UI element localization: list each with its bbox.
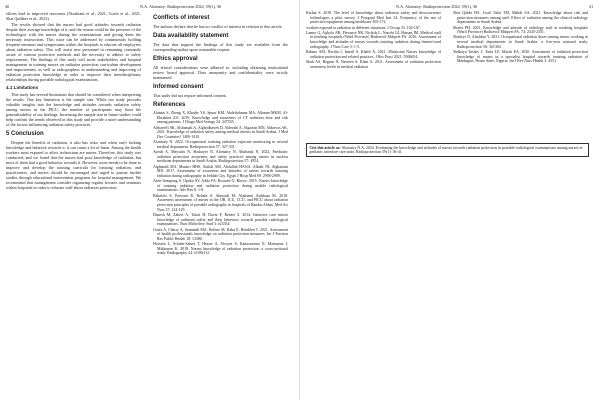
reference-item: Yudhaya Tashey J, Tarfa LF, Marah EA. 2020. Assessment of radiation protection knowledge of nurses in a specialist hospital towards ionizing radiation of Maiduguri, Borno State, Nigeria. Int J Rev Nurs Health 3: 4551. [453, 50, 588, 64]
reference-item: Shafer PH. 2021. Knowledge and attitude of radiology staff in teaching hospitals (Ward Province) Radioecol Mdqwei FA. 74: 2345-2351. [453, 25, 588, 35]
citation-box [306, 143, 589, 157]
conflicts-paragraph: The authors declare that he has no conflict of interest in relation to this article. [153, 24, 283, 29]
right-page-column-2 [453, 11, 588, 65]
left-page-column-1 [6, 11, 141, 191]
reference-item: Gosfa A, Cherry A, Stamatah MA, Kefene M, Kabu E, Befaklen T. 2021. Assessment of health professionals knowledge on radiation protection measures. Int J Environ Res Public Health 18: 13380. [153, 227, 288, 241]
informed-consent-paragraph: This study did not require informed consent. [153, 93, 227, 98]
reference-item: Alomairy N. 2022. Occupational ionizing radiation exposure monitoring in several medical department. Radioprotection 57: 327-331. [153, 140, 288, 149]
right-running-title: N.A. Alomairy: Radioprotection 2024, 59(1), 36 [396, 4, 478, 9]
reference-item: Alshareffi SK, Alshamali A, Alghodhayeb D, Alderahi A, Algarfan MN, Aldarwis AK. 2021. Knowledge of radiation safety among medical interns in Saudi Arabia. J Med Dev Countries? 1400-1410. [153, 125, 288, 139]
conflicts-heading: Conflicts of interest [153, 15, 210, 21]
reference-item: Ayoub A, Maysalis N, Shuhayer N, Alomairy N, Abubasik N. 2022. Paediatric radiation protection awareness and safety practices among nurses in nuclear medicine departments in Saudi Arabia. Radioprotection 57: 4954. [153, 150, 288, 164]
reference-item: Karkat S. 2018. The level of knowledge about radiation safety and theoccurrence technologies a pilot survey. J Postgrad Med Inst 32: Frequency of the use of protective equipment among healthcare 105-172. [306, 11, 441, 25]
reference-item: Rahma AM, Nordin I, Ismail S, Khalil A. 2021. Malaysian Nurses knowledge of radiation protection and related practices. J Res Pract 2021: 5566654. [306, 50, 441, 59]
data-availability-paragraph: The data that support the findings of this study are available from the corresponding author upon reasonable request. [153, 42, 288, 52]
right-page-number: 41 [589, 4, 594, 9]
reference-item: Alanazi S, Zheng X, Khader YS, Spuur KM, Abdelrahman MA, Albaum MKM, Al-Ebrahimi ZA. 2019. Knowledge and awareness of CT radiation dose and risk among patients. J Diagn Med Sonogr 34: 347355. [153, 111, 288, 125]
ethics-paragraph: All ethical considerations were adhered to, including obtaining institutional review board approval. Data anonymity and confidentiality were strictly maintained. [153, 65, 288, 80]
reference-item: Hossein L, Schabe-Saben T, Hesser A, Alsoyer S, Kamirazema N, Mamayun J, Mikkonen K. 2018. Nurses knowledge of radiation protection: a cross-sectional study. Radiography 24: e108e112. [153, 242, 288, 256]
discussion-paragraph-1: efforts lead to improved outcomes (Alzahrani et al., 2021; Gosfa et al., 2021; Shai Quthber et al., 2022). [6, 11, 141, 21]
reference-list [306, 11, 441, 69]
references-heading: References [153, 102, 186, 108]
reference-item: Azeir-Sampong S, Opoku SY, Addo PA, Bosiaed O, Botwe. 2015. Nurses knowledge of ionizing radiation and radiation protection during mobile radiological examinations. Adv Res 6: 1-8. [153, 179, 288, 193]
left-page-number: 40 [5, 4, 10, 9]
reference-item: Babalola S, Parwani R, Rehabi S, Almoadi M, Alqhamri Asikkam M. 2018. Awareness assessment of nurses in the OR, ICU, CCU, and PICU about radiation protection principles of portable radiography in hospitals of Bandar Abbas. Med Sci Nurs 37: 124-129. [153, 193, 288, 212]
left-page [0, 0, 299, 400]
ethics-heading: Ethics approval [153, 56, 198, 62]
reference-item: Shuheyr N, Alashbar Y. 2021. Occupational radiation doses among nurses working in several medical departments in Saudi Arabia: a five-year national study. Radioprotection 56: 301304. [453, 35, 588, 49]
left-page-column-2 [153, 11, 288, 257]
limitations-paragraph: This study has several limitations that should be considered when interpreting the results. One key limitation is the sample size. While our study provides valuable insights into the knowledge and attitudes towards radiation safety among nurses in the PICU, the number of participants may limit the generalizability of our findings. Increasing the sample size in future studies could help confirm the trends observed in this study and provide a more understanding of the factors influencing radiation safety practices. [6, 92, 141, 127]
right-page [300, 0, 599, 400]
reference-list [153, 111, 288, 256]
right-page-column-1 [306, 11, 441, 70]
left-running-title: N.A. Alomairy: Radioprotection 2024, 59(1), 36 [140, 4, 222, 9]
citation-text: Alomairy N.A. 2024. Evaluating the knowledge and attitudes of nurses towards radiation protection in portable radiological examinations among nurses in pediatric intensive care units. Radioprotection 59(1): 36-41 [309, 145, 583, 155]
reference-list [453, 11, 588, 64]
discussion-paragraph-2: The results showed that the nurses had good attitudes towards radiation despite their average knowledge of it, and the reason could be the presence of the technologist with the nurses during the examinations and giving them the necessary instructions. This issue can be addressed by continuously holding frequent seminars and symposiums within the hospitals to educate all employees about radiation safety. This will assist new personnel in remaining constantly aware of various protective methods and the necessity to adhere to safety requirements. The findings of this study will assist stakeholders and hospital management in training nurses on radiation protection curriculum development and improvement, as well as radiographers in understanding and improving of radiation protection knowledge in order to improve their interdisciplinary relationships during portable radiological examinations. [6, 22, 141, 82]
reference-item: Shah AS, Begum N, Nasreen S, Khan A. 2011. Assessment of radiation protection awareness levels in medical radiation [306, 59, 441, 69]
informed-consent-heading: Informed consent [153, 84, 204, 90]
reference-item: workers exposed to radiation in different situations. J Occup 33: 102-107. [306, 25, 421, 30]
conclusion-heading: 5 Conclusion [6, 131, 44, 137]
reference-item: Danesh M, Zaheri A, Tafari H, Daviz F, Rezaei S. 2014. Intensive care nurses knowledge of radiation safety and their behaviors towards portable radiological examinations. Nurs Midwifery Stud 3: e23354. [153, 212, 288, 227]
data-availability-heading: Data availability statement [153, 33, 229, 39]
reference-item: Shai Qubbi HA, Jwad Tahir TM, Mahdi SA. 2021. Knowledge about risk and protection measures among staff. Effect of radiation among the clinical radiology departments in Saudi Arabia. [453, 11, 588, 25]
reference-item: Lamro G, Ajikolo AR, Flevance NB, Nichols L, Nnorhi GI, Hassan IM. Medical staff in teaching hospitals (Ward Province) Radioecol Mdqwei FA. 2016. Assessment of knowledge and attitudes of nurses towards ionizing radiation during theatre/ward radiography. J Nurs Care 5: 1-5. [306, 30, 441, 49]
citation-label: Cite this article as: [309, 145, 341, 150]
reference-item: Alghamdi MA, Mutairi HHS, Alahdi AM, Abdullah HANA, Alkadi NI, Alghaitani MN. 2017. Assessment of awareness and attitudes of nurses towards ionizing radiation during radiography in Jeddah City. Egypt J Hosp Med 69: 2906-2909. [153, 164, 288, 178]
conclusion-paragraph: Despite the benefits of radiation, it also has risks, and when one's lacking knowledge and behavior towards it, it can cause a lot of harm. Among the health workers most exposed to affect technicians are nurses. Therefore, this study was conducted, and we found that the nurses had poor knowledge of radiation, but most of them had a good behavior towards it. However, more needs to be done to improve and develop the training curricula for ionizing radiation, and practitioners, and nurses should be encouraged and urged to pursue further studies through educational intervention programs for hospital management. We recommend that management consider organizing regular lectures and seminars within hospitals in order to educate staff about radiation protection. [6, 140, 141, 190]
limitations-heading: 4.1 Limitations [6, 85, 39, 90]
